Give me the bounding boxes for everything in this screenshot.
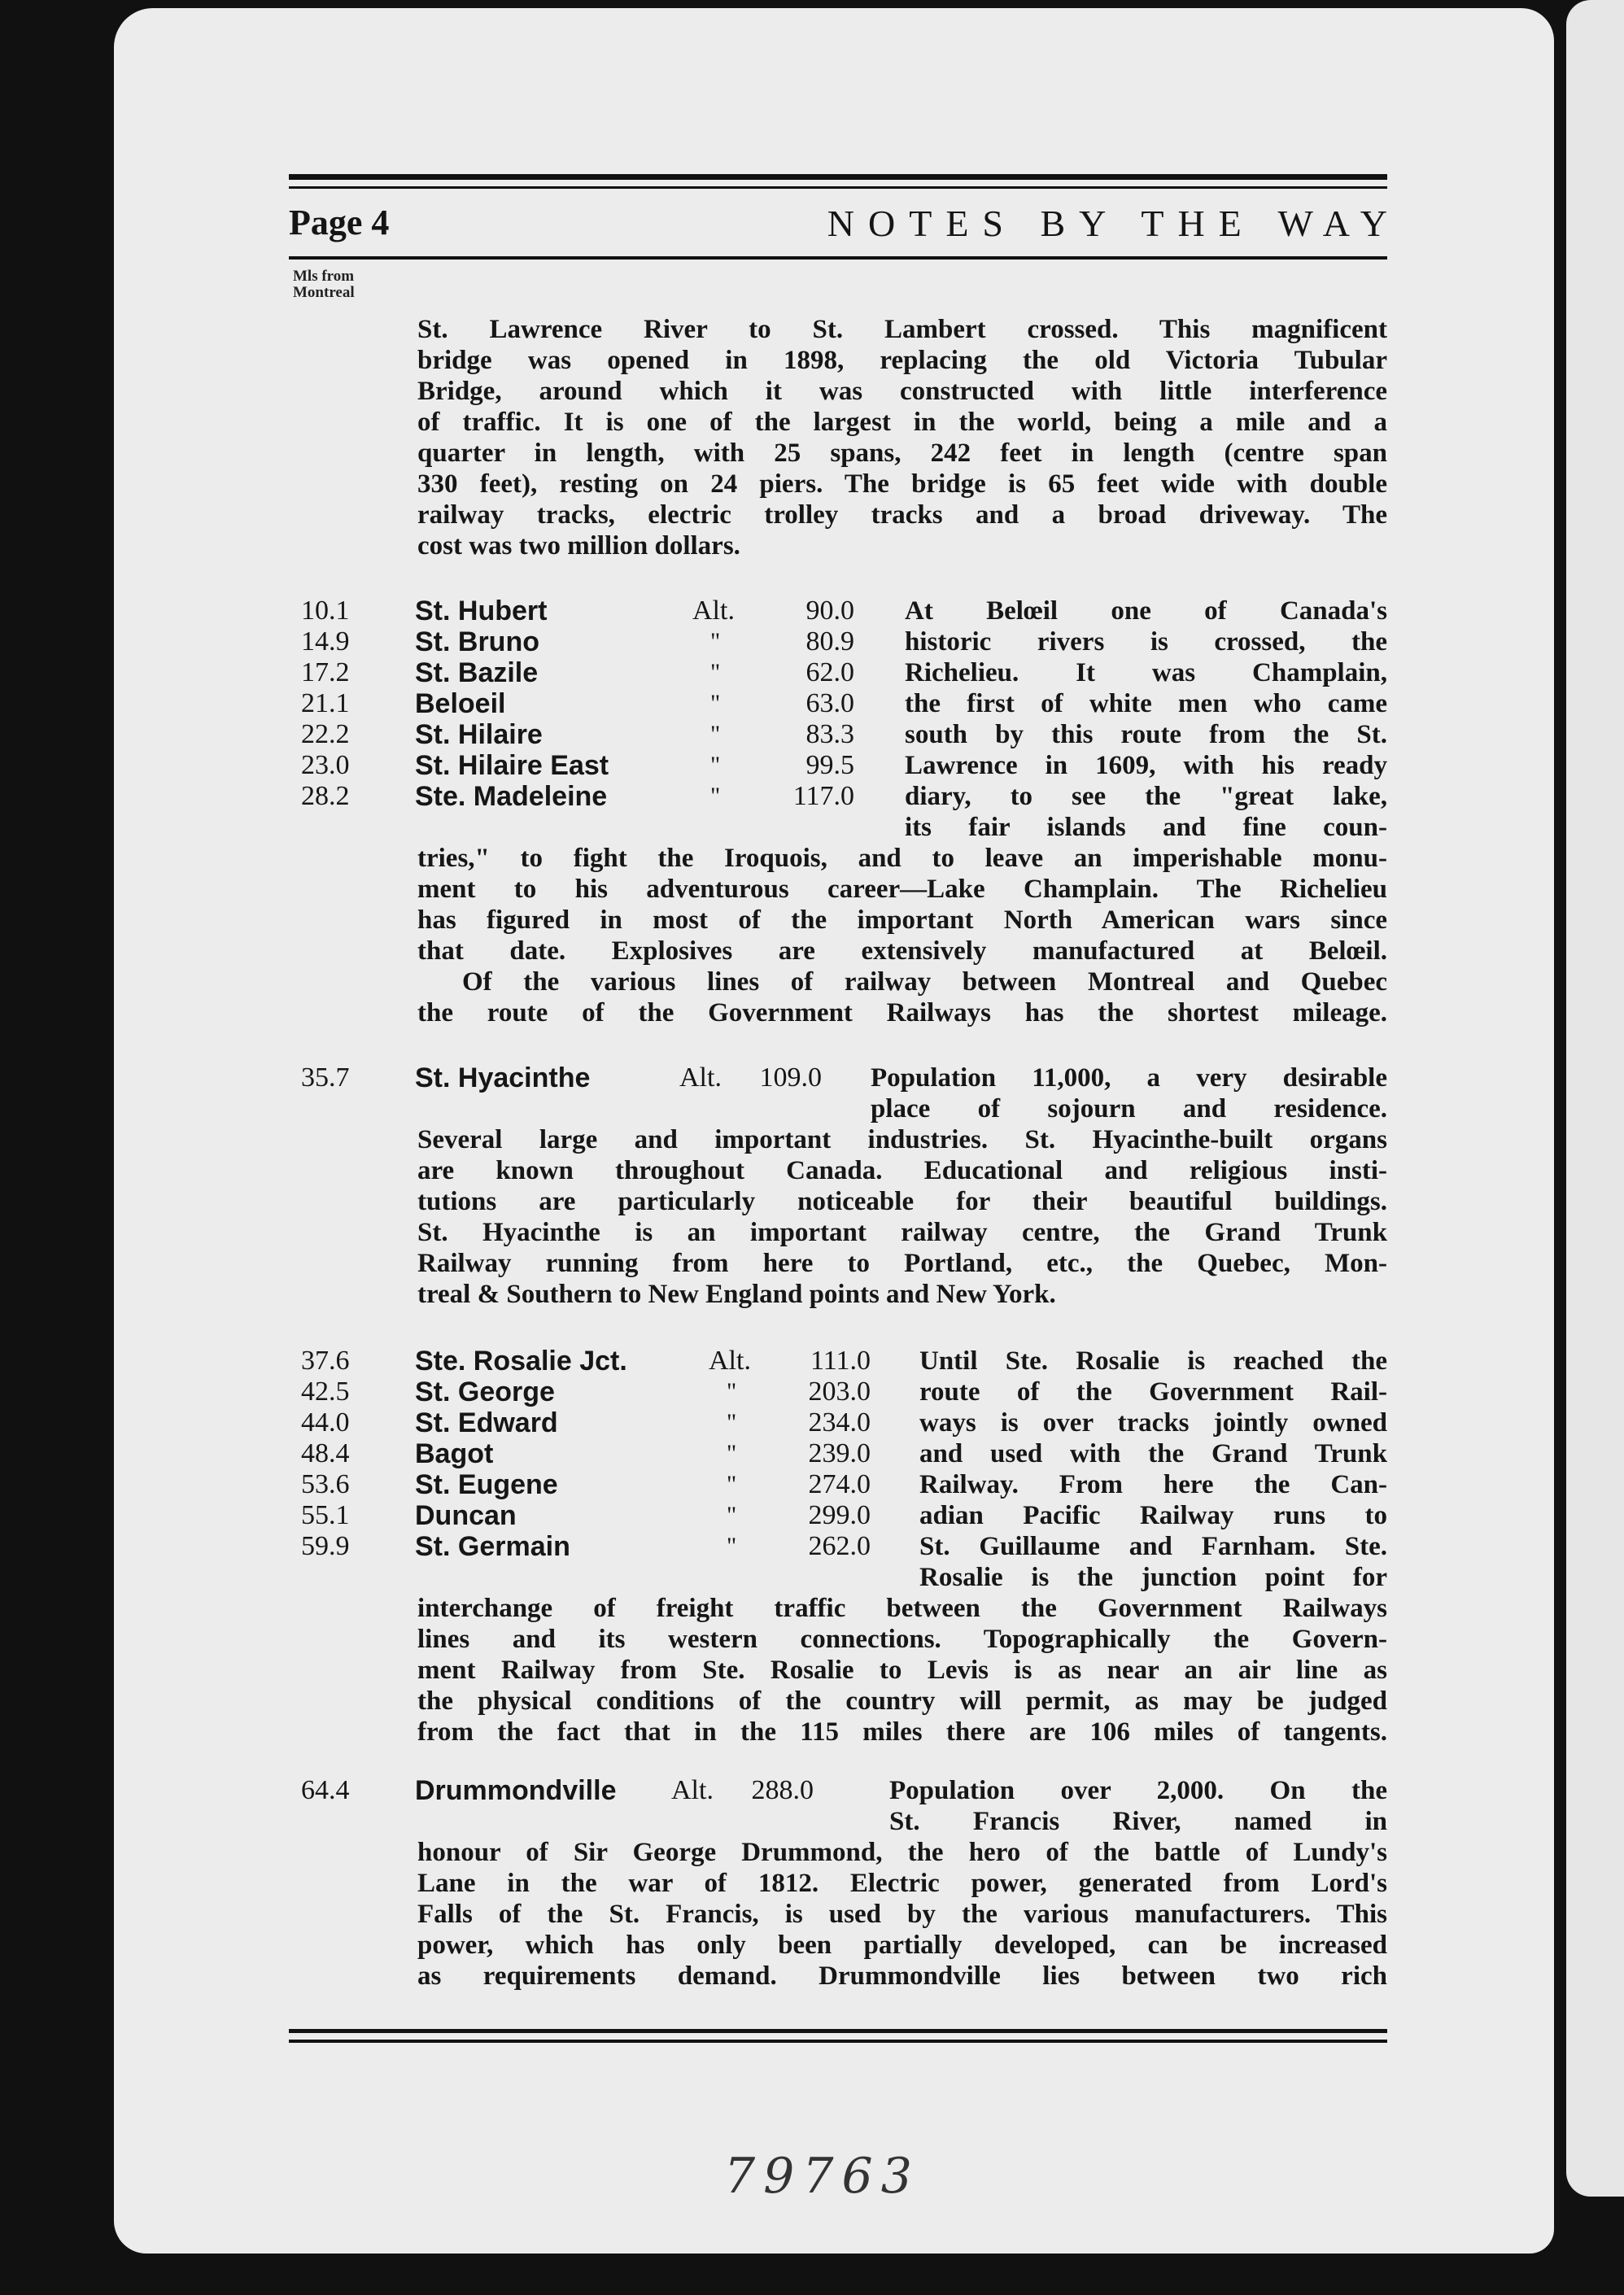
ditto-mark: " (710, 628, 721, 655)
text-line: railway tracks, electric trolley tracks and a broad driveway. The (417, 500, 1387, 530)
text-line: honour of Sir George Drummond, the hero of the battle of Lundy's (417, 1838, 1387, 1867)
station-mileage: 21.1 (301, 688, 350, 718)
text-line: adian Pacific Railway runs to (919, 1501, 1387, 1530)
station-altitude: 83.3 (805, 719, 854, 749)
station-mileage: 14.9 (301, 626, 350, 657)
text-line: as requirements demand. Drummondville lies between two rich (417, 1961, 1387, 1991)
station-altitude: 274.0 (808, 1469, 871, 1499)
text-line: that date. Explosives are extensively manufactured at Belœil. (417, 936, 1387, 966)
adjacent-page-edge (1566, 0, 1624, 2197)
station-mileage: 37.6 (301, 1346, 350, 1376)
continuation-1 (417, 843, 1387, 1028)
text-line: cost was two million dollars. (417, 531, 740, 561)
text-line: the first of white men who came (905, 689, 1387, 718)
station-name: St. Hilaire East (415, 750, 609, 781)
text-line: St. Hyacinthe is an important railway centre, the Grand Trunk (417, 1218, 1387, 1247)
station-name: St. Bazile (415, 657, 539, 688)
mileage-column-label (293, 268, 355, 301)
top-rule-thin (289, 186, 1387, 189)
station-mileage: 10.1 (301, 596, 350, 626)
station-name: Duncan (415, 1500, 517, 1531)
station-mileage: 17.2 (301, 657, 350, 687)
text-line: At Belœil one of Canada's (905, 596, 1387, 626)
text-line: Richelieu. It was Champlain, (905, 658, 1387, 687)
text-line: ment to his adventurous career—Lake Champlain. The Richelieu (417, 875, 1387, 904)
text-line: tutions are particularly noticeable for their beautiful buildings. (417, 1187, 1387, 1216)
station-altitude: 203.0 (808, 1377, 871, 1407)
text-line: St. Lawrence River to St. Lambert crossed. This magnificent (417, 315, 1387, 344)
text-line: St. Guillaume and Farnham. Ste. (919, 1532, 1387, 1561)
text-line: its fair islands and fine coun- (905, 813, 1387, 842)
station-name: St. Germain (415, 1531, 570, 1562)
ditto-mark: " (727, 1440, 737, 1467)
altitude-label: Alt. (709, 1346, 751, 1376)
station-mileage: 53.6 (301, 1469, 350, 1499)
station-altitude: 63.0 (805, 688, 854, 718)
text-line: route of the Government Rail- (919, 1377, 1387, 1407)
text-line: lines and its western connections. Topographically the Govern- (417, 1625, 1387, 1654)
text-line: Lane in the war of 1812. Electric power, generated from Lord's (417, 1869, 1387, 1898)
ditto-mark: " (727, 1471, 737, 1498)
station-name: Drummondville (415, 1775, 617, 1806)
text-line: ment Railway from Ste. Rosalie to Levis is as near an air line as (417, 1656, 1387, 1685)
text-line: the route of the Government Railways has the shortest mileage. (417, 998, 1387, 1028)
continuation-4 (417, 1837, 1387, 1992)
station-name: Ste. Madeleine (415, 781, 608, 812)
station-altitude: 239.0 (808, 1438, 871, 1468)
station-mileage: 28.2 (301, 781, 350, 811)
station-name: St. Bruno (415, 626, 539, 657)
text-line: place of sojourn and residence. (871, 1094, 1387, 1124)
station-altitude: 62.0 (805, 657, 854, 687)
text-line: Lawrence in 1609, with his ready (905, 751, 1387, 780)
ditto-mark: " (727, 1502, 737, 1529)
text-line: has figured in most of the important North American wars since (417, 905, 1387, 935)
station-mileage: 55.1 (301, 1500, 350, 1530)
text-line: Population 11,000, a very desirable (871, 1063, 1387, 1093)
text-line: Railway. From here the Can- (919, 1470, 1387, 1499)
text-line: from the fact that in the 115 miles there are 106 miles of tangents. (417, 1717, 1387, 1747)
ditto-mark: " (710, 752, 721, 779)
top-rule-thick (289, 174, 1387, 180)
station-name: St. Hilaire (415, 719, 543, 750)
station-name: St. Edward (415, 1407, 558, 1438)
text-line: bridge was opened in 1898, replacing the old Victoria Tubular (417, 346, 1387, 375)
station-mileage: 35.7 (301, 1062, 350, 1093)
station-altitude: 90.0 (805, 596, 854, 626)
altitude-label: Alt. (671, 1775, 714, 1805)
text-line: south by this route from the St. (905, 720, 1387, 749)
side-note-3 (919, 1346, 1387, 1593)
text-line: interchange of freight traffic between the Government Railways (417, 1594, 1387, 1623)
station-altitude: 288.0 (751, 1775, 814, 1805)
continuation-3 (417, 1593, 1387, 1747)
station-altitude: 99.5 (805, 750, 854, 780)
bottom-rule-thin (289, 2040, 1387, 2043)
station-name: Ste. Rosalie Jct. (415, 1346, 627, 1377)
station-altitude: 299.0 (808, 1500, 871, 1530)
station-altitude: 234.0 (808, 1407, 871, 1438)
side-note-1 (905, 596, 1387, 843)
ditto-mark: " (710, 721, 721, 748)
station-mileage: 23.0 (301, 750, 350, 780)
text-line: 330 feet), resting on 24 piers. The bridge is 65 feet wide with double (417, 469, 1387, 499)
text-line: Railway running from here to Portland, etc., the Quebec, Mon- (417, 1249, 1387, 1278)
station-mileage: 64.4 (301, 1775, 350, 1805)
page-header (289, 202, 1401, 252)
station-name: Bagot (415, 1438, 494, 1469)
page-number: Page 4 (289, 203, 390, 242)
text-line: Bridge, around which it was constructed with little interference (417, 377, 1387, 406)
ditto-mark: " (727, 1533, 737, 1560)
altitude-label: Alt. (679, 1062, 722, 1093)
ditto-mark: " (710, 783, 721, 809)
text-line: Rosalie is the junction point for (919, 1563, 1387, 1592)
text-line: St. Francis River, named in (889, 1807, 1387, 1836)
bottom-rule-thick (289, 2029, 1387, 2033)
ditto-mark: " (727, 1378, 737, 1405)
text-line: quarter in length, with 25 spans, 242 feet in length (centre span (417, 438, 1387, 468)
text-line: and used with the Grand Trunk (919, 1439, 1387, 1468)
text-line: Population over 2,000. On the (889, 1776, 1387, 1805)
ditto-mark: " (710, 690, 721, 717)
station-name: Beloeil (415, 688, 506, 719)
text-line: Until Ste. Rosalie is reached the (919, 1346, 1387, 1376)
text-line: ways is over tracks jointly owned (919, 1408, 1387, 1438)
text-line: are known throughout Canada. Educational and religious insti- (417, 1156, 1387, 1185)
altitude-label: Alt. (692, 596, 735, 626)
text-line: Several large and important industries. St. Hyacinthe-built organs (417, 1125, 1387, 1154)
station-mileage: 42.5 (301, 1377, 350, 1407)
station-name: St. Eugene (415, 1469, 558, 1500)
side-note-4 (889, 1775, 1387, 1837)
handwritten-number: 79763 (724, 2148, 920, 2205)
mileage-label-line2: Montreal (293, 284, 355, 301)
text-line: power, which has only been partially developed, can be increased (417, 1931, 1387, 1960)
station-name: St. Hubert (415, 596, 548, 626)
text-line: Of the various lines of railway between Montreal and Quebec (462, 967, 1387, 997)
intro-paragraph (417, 314, 1387, 561)
ditto-mark: " (710, 659, 721, 686)
station-altitude: 262.0 (808, 1531, 871, 1561)
header-underline (289, 256, 1387, 260)
ditto-mark: " (727, 1409, 737, 1436)
station-name: St. George (415, 1377, 555, 1407)
text-line: historic rivers is crossed, the (905, 627, 1387, 657)
text-line: diary, to see the "great lake, (905, 782, 1387, 811)
text-line: tries," to fight the Iroquois, and to leave an imperishable monu- (417, 844, 1387, 873)
text-line: Falls of the St. Francis, is used by the various manufacturers. This (417, 1900, 1387, 1929)
station-altitude: 111.0 (810, 1346, 871, 1376)
station-mileage: 48.4 (301, 1438, 350, 1468)
station-mileage: 22.2 (301, 719, 350, 749)
text-line: the physical conditions of the country will permit, as may be judged (417, 1686, 1387, 1716)
running-title: NOTES BY THE WAY (827, 203, 1401, 244)
continuation-2 (417, 1124, 1387, 1310)
station-mileage: 59.9 (301, 1531, 350, 1561)
station-name: St. Hyacinthe (415, 1062, 591, 1093)
station-altitude: 117.0 (792, 781, 854, 811)
text-line: of traffic. It is one of the largest in the world, being a mile and a (417, 408, 1387, 437)
mileage-label-line1: Mls from (293, 268, 355, 285)
station-mileage: 44.0 (301, 1407, 350, 1438)
station-altitude: 109.0 (759, 1062, 822, 1093)
text-line: treal & Southern to New England points and New York. (417, 1280, 1056, 1309)
station-altitude: 80.9 (805, 626, 854, 657)
side-note-2 (871, 1062, 1387, 1124)
